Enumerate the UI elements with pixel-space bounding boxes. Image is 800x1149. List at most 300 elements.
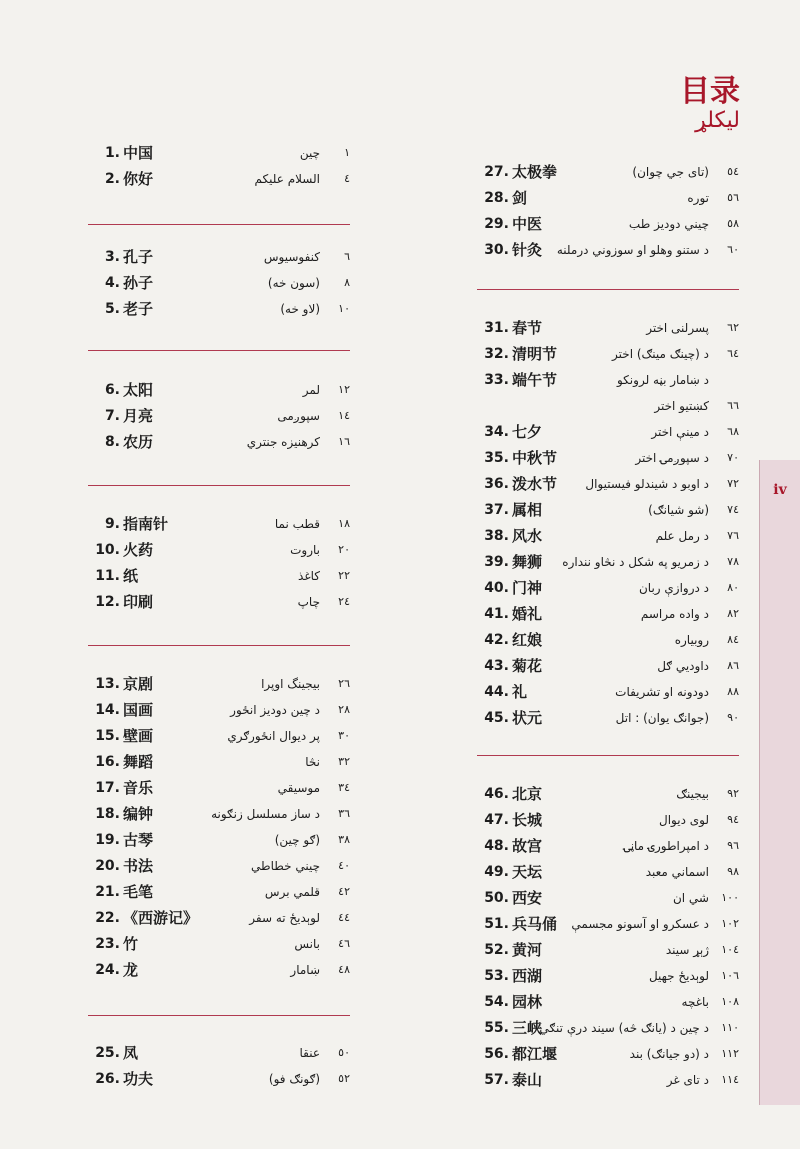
toc-entry[interactable] (88, 563, 350, 589)
entry-title-pashto: توره (687, 191, 709, 205)
entry-title-chinese: 京剧 (123, 675, 154, 693)
entry-title-chinese: 竹 (123, 935, 139, 953)
entry-page-number: ٩٦ (727, 839, 739, 852)
entry-title-chinese: 孔子 (123, 248, 154, 266)
entry-number: 44. (484, 684, 509, 700)
entry-title-pashto: د (چینګ مینګ) اختر (612, 347, 709, 361)
entry-title-pashto: د واده مراسم (640, 607, 709, 621)
toc-entry[interactable] (477, 679, 739, 705)
entry-title-chinese: 故宫 (512, 837, 543, 855)
entry-title-chinese: 《西游记》 (123, 909, 199, 927)
entry-number: 1. (104, 145, 120, 161)
entry-title-pashto: د ښامار بڼه لرونکو (616, 373, 709, 387)
toc-entry[interactable] (88, 957, 350, 983)
entry-title-pashto: (ګونګ فو) (268, 1072, 320, 1086)
toc-entry[interactable] (477, 419, 739, 445)
toc-entry[interactable] (477, 807, 739, 833)
entry-number: 9. (104, 516, 120, 532)
toc-entry[interactable] (477, 885, 739, 911)
entry-page-number: ٩٨ (727, 865, 739, 878)
entry-title-chinese: 中国 (123, 144, 154, 162)
entry-page-number: ٢٨ (338, 703, 350, 716)
entry-title-pashto: د (دو جیانګ) بند (629, 1047, 709, 1061)
entry-title-chinese: 针灸 (512, 241, 543, 259)
entry-title-chinese: 月亮 (123, 407, 154, 425)
entry-title-chinese: 古琴 (123, 831, 154, 849)
toc-section (477, 159, 739, 263)
toc-section (477, 781, 739, 1093)
toc-entry[interactable] (88, 403, 350, 429)
entry-page-number: ١٨ (338, 517, 350, 530)
section-divider (477, 289, 739, 290)
entry-number: 52. (484, 942, 509, 958)
entry-page-number: ٨٠ (727, 581, 739, 594)
entry-title-pashto: ژېړ سیند (665, 943, 709, 957)
entry-title-chinese: 兵马俑 (512, 915, 558, 933)
toc-entry[interactable] (477, 159, 739, 185)
entry-title-pashto: کښتیو اختر (654, 399, 709, 413)
toc-entry[interactable] (477, 315, 739, 341)
entry-page-number: ١٠٦ (721, 969, 739, 982)
toc-entry[interactable] (88, 723, 350, 749)
entry-title-chinese: 太阳 (123, 381, 154, 399)
toc-entry[interactable] (477, 237, 739, 263)
entry-title-chinese: 婚礼 (512, 605, 543, 623)
entry-page-number: ١٠٠ (721, 891, 739, 904)
toc-section (88, 1040, 350, 1092)
entry-title-chinese: 国画 (123, 701, 154, 719)
entry-title-pashto: (جوانګ یوان) : اتل (615, 711, 709, 725)
entry-page-number: ٤٠ (338, 859, 350, 872)
entry-page-number: ٨ (344, 276, 350, 289)
entry-title-chinese: 七夕 (512, 423, 543, 441)
entry-number: 30. (484, 242, 509, 258)
entry-title-chinese: 红娘 (512, 631, 543, 649)
entry-page-number: ٣٤ (338, 781, 350, 794)
entry-number: 33. (484, 372, 509, 388)
entry-number: 29. (484, 216, 509, 232)
toc-title-pashto: لیکلړ (695, 108, 740, 133)
entry-number: 4. (104, 275, 120, 291)
entry-number: 23. (95, 936, 120, 952)
toc-title-chinese: 目录 (680, 74, 740, 109)
toc-entry[interactable] (88, 244, 350, 270)
toc-entry[interactable] (88, 377, 350, 403)
entry-number: 38. (484, 528, 509, 544)
entry-page-number: ٦٨ (727, 425, 739, 438)
entry-page-number: ٦ (344, 250, 350, 263)
entry-number: 49. (484, 864, 509, 880)
toc-entry[interactable] (88, 879, 350, 905)
entry-number: 20. (95, 858, 120, 874)
entry-title-pashto: باروت (290, 543, 320, 557)
entry-number: 54. (484, 994, 509, 1010)
entry-title-pashto: باغچه (681, 995, 709, 1009)
toc-entry[interactable] (477, 627, 739, 653)
entry-number: 18. (95, 806, 120, 822)
entry-page-number: ١٠ (338, 302, 350, 315)
entry-page-number: ١٠٤ (721, 943, 739, 956)
entry-page-number: ٤٢ (338, 885, 350, 898)
entry-page-number: ٤٨ (338, 963, 350, 976)
entry-title-pashto: چیني خطاطي (251, 859, 320, 873)
entry-number: 40. (484, 580, 509, 596)
toc-entry[interactable] (477, 1015, 739, 1041)
entry-page-number: ١٤ (338, 409, 350, 422)
toc-entry[interactable] (88, 775, 350, 801)
toc-entry[interactable] (88, 140, 350, 166)
entry-title-pashto: پسرلنی اختر (646, 321, 709, 335)
toc-entry[interactable] (88, 697, 350, 723)
toc-entry[interactable] (88, 671, 350, 697)
entry-title-pashto: د مینې اختر (651, 425, 709, 439)
entry-title-pashto: د دروازې ربان (638, 581, 709, 595)
entry-number: 3. (104, 249, 120, 265)
entry-title-chinese: 三峡 (512, 1019, 543, 1037)
entry-page-number: ٥٨ (727, 217, 739, 230)
entry-number: 27. (484, 164, 509, 180)
entry-title-chinese: 凤 (123, 1044, 139, 1062)
entry-page-number: ٥٠ (338, 1046, 350, 1059)
entry-title-chinese: 风水 (512, 527, 543, 545)
entry-number: 42. (484, 632, 509, 648)
toc-entry[interactable] (477, 989, 739, 1015)
toc-entry[interactable] (88, 827, 350, 853)
toc-entry[interactable] (477, 653, 739, 679)
toc-entry[interactable] (88, 537, 350, 563)
entry-number: 19. (95, 832, 120, 848)
entry-number: 6. (104, 382, 120, 398)
entry-number: 8. (104, 434, 120, 450)
toc-entry[interactable] (477, 859, 739, 885)
entry-title-chinese: 书法 (123, 857, 154, 875)
entry-number: 13. (95, 676, 120, 692)
entry-page-number: ٧٠ (727, 451, 739, 464)
toc-entry[interactable] (88, 166, 350, 192)
entry-page-number: ١١٢ (721, 1047, 739, 1060)
entry-title-chinese: 中秋节 (512, 449, 558, 467)
entry-number: 24. (95, 962, 120, 978)
entry-title-chinese: 毛笔 (123, 883, 154, 901)
entry-number: 41. (484, 606, 509, 622)
entry-title-pashto: لمر (302, 383, 320, 397)
entry-number: 28. (484, 190, 509, 206)
entry-page-number: ٦٤ (727, 347, 739, 360)
entry-title-pashto: لوېديځ جهیل (648, 969, 709, 983)
entry-number: 21. (95, 884, 120, 900)
entry-number: 56. (484, 1046, 509, 1062)
toc-entry[interactable] (88, 749, 350, 775)
entry-number: 57. (484, 1072, 509, 1088)
entry-title-chinese: 中医 (512, 215, 543, 233)
toc-entry[interactable] (88, 511, 350, 537)
toc-section (88, 511, 350, 615)
entry-number: 5. (104, 301, 120, 317)
toc-section (88, 377, 350, 455)
entry-page-number: ٣٦ (338, 807, 350, 820)
entry-title-pashto: لوېديځ ته سفر (249, 911, 320, 925)
toc-entry[interactable] (477, 549, 739, 575)
entry-page-number: ٢٢ (338, 569, 350, 582)
entry-page-number: ٨٤ (727, 633, 739, 646)
entry-title-chinese: 孙子 (123, 274, 154, 292)
entry-title-chinese: 舞狮 (512, 553, 543, 571)
entry-page-number: ٤ (344, 172, 350, 185)
entry-title-chinese: 龙 (123, 961, 139, 979)
entry-title-chinese: 农历 (123, 433, 154, 451)
page-number-tab (759, 460, 800, 1105)
toc-entry[interactable] (477, 911, 739, 937)
toc-entry[interactable] (88, 853, 350, 879)
entry-page-number: ١١٤ (721, 1073, 739, 1086)
entry-title-chinese: 西湖 (512, 967, 543, 985)
entry-title-chinese: 黄河 (512, 941, 543, 959)
entry-title-pashto: بیجینگ اوپرا (261, 677, 320, 691)
entry-title-chinese: 园林 (512, 993, 543, 1011)
entry-number: 47. (484, 812, 509, 828)
entry-title-pashto: داوديي ګل (657, 659, 709, 673)
toc-entry[interactable] (477, 445, 739, 471)
entry-title-pashto: شي ان (672, 891, 709, 905)
entry-title-chinese: 剑 (512, 189, 528, 207)
entry-title-chinese: 状元 (512, 709, 543, 727)
entry-title-chinese: 音乐 (123, 779, 154, 797)
entry-number: 32. (484, 346, 509, 362)
entry-number: 2. (104, 171, 120, 187)
entry-title-chinese: 你好 (123, 170, 154, 188)
entry-page-number: ٦٠ (727, 243, 739, 256)
toc-entry[interactable] (477, 937, 739, 963)
entry-number: 39. (484, 554, 509, 570)
section-divider (88, 224, 350, 225)
entry-title-pashto: اسماني معبد (645, 865, 709, 879)
entry-number: 17. (95, 780, 120, 796)
entry-title-pashto: السلام عليكم (254, 172, 320, 186)
entry-title-chinese: 泼水节 (512, 475, 558, 493)
entry-number: 34. (484, 424, 509, 440)
entry-title-pashto: چیني دودیز طب (628, 217, 709, 231)
entry-page-number: ١١٠ (721, 1021, 739, 1034)
entry-title-pashto: دودونه او تشریفات (615, 685, 709, 699)
entry-number: 45. (484, 710, 509, 726)
toc-entry[interactable] (88, 1040, 350, 1066)
entry-number: 15. (95, 728, 120, 744)
entry-page-number: ٩٢ (727, 787, 739, 800)
toc-entry[interactable] (477, 1041, 739, 1067)
entry-page-number: ١٢ (338, 383, 350, 396)
entry-number: 26. (95, 1071, 120, 1087)
entry-page-number: ١٠٢ (721, 917, 739, 930)
entry-title-pashto: (ګو چین) (274, 833, 320, 847)
entry-page-number: ٩٠ (727, 711, 739, 724)
entry-title-pashto: (شو شیانګ) (648, 503, 709, 517)
toc-entry[interactable] (477, 781, 739, 807)
toc-entry[interactable] (477, 393, 739, 419)
toc-entry[interactable] (88, 589, 350, 615)
entry-page-number: ٧٨ (727, 555, 739, 568)
entry-page-number: ٥٢ (338, 1072, 350, 1085)
entry-page-number: ٣٨ (338, 833, 350, 846)
section-divider (477, 755, 739, 756)
entry-title-chinese: 印刷 (123, 593, 154, 611)
toc-entry[interactable] (477, 963, 739, 989)
entry-page-number: ١ (344, 146, 350, 159)
toc-entry[interactable] (88, 429, 350, 455)
entry-title-chinese: 清明节 (512, 345, 558, 363)
entry-title-pashto: د چین دودیز انځور (230, 703, 320, 717)
entry-title-pashto: بیجینګ (676, 787, 709, 801)
entry-title-chinese: 纸 (123, 567, 139, 585)
entry-title-pashto: قلمي برس (264, 885, 320, 899)
entry-number: 12. (95, 594, 120, 610)
entry-number: 55. (484, 1020, 509, 1036)
toc-entry[interactable] (88, 1066, 350, 1092)
toc-entry[interactable] (477, 497, 739, 523)
entry-title-pashto: د ستنو وهلو او سوزوني درملنه (556, 243, 709, 257)
entry-page-number: ٧٢ (727, 477, 739, 490)
entry-title-pashto: د ساز مسلسل زنګونه (211, 807, 320, 821)
entry-page-number: ٣٠ (338, 729, 350, 742)
entry-number: 48. (484, 838, 509, 854)
toc-entry[interactable] (477, 575, 739, 601)
entry-title-pashto: ښامار (290, 963, 320, 977)
entry-number: 53. (484, 968, 509, 984)
entry-title-pashto: کنفوسیوس (263, 250, 320, 264)
entry-title-pashto: د زمریو په شکل د نڅاو ننداره (562, 555, 709, 569)
entry-title-pashto: کاغذ (298, 569, 320, 583)
toc-entry[interactable] (477, 1067, 739, 1093)
toc-entry[interactable] (88, 905, 350, 931)
entry-title-chinese: 西安 (512, 889, 543, 907)
toc-section (88, 244, 350, 322)
entry-number: 31. (484, 320, 509, 336)
entry-title-pashto: پر دیوال انځورګري (227, 729, 320, 743)
entry-title-chinese: 属相 (512, 501, 543, 519)
entry-title-chinese: 北京 (512, 785, 543, 803)
toc-entry[interactable] (477, 705, 739, 731)
toc-entry[interactable] (88, 801, 350, 827)
section-divider (88, 645, 350, 646)
entry-number: 14. (95, 702, 120, 718)
entry-page-number: ٢٤ (338, 595, 350, 608)
entry-title-chinese: 舞蹈 (123, 753, 154, 771)
entry-page-number: ٢٦ (338, 677, 350, 690)
toc-entry[interactable] (88, 270, 350, 296)
entry-page-number: ٩٤ (727, 813, 739, 826)
entry-page-number: ٤٤ (338, 911, 350, 924)
toc-section (88, 671, 350, 983)
entry-title-chinese: 指南针 (123, 515, 169, 533)
entry-title-chinese: 功夫 (123, 1070, 154, 1088)
entry-title-pashto: قطب نما (274, 517, 320, 531)
entry-number: 35. (484, 450, 509, 466)
entry-title-pashto: د تای غر (666, 1073, 709, 1087)
entry-page-number: ٧٦ (727, 529, 739, 542)
entry-title-chinese: 壁画 (123, 727, 154, 745)
page-number-label: iv (773, 482, 787, 498)
toc-entry[interactable] (477, 523, 739, 549)
entry-page-number: ٨٨ (727, 685, 739, 698)
entry-title-pashto: کرهنیزه جنتري (246, 435, 320, 449)
entry-page-number: ٤٦ (338, 937, 350, 950)
entry-page-number: ١٦ (338, 435, 350, 448)
entry-title-pashto: د عسکرو او آسونو مجسمې (571, 917, 709, 931)
entry-title-pashto: روبیاره (674, 633, 709, 647)
entry-title-pashto: د رمل علم (655, 529, 709, 543)
entry-title-chinese: 天坛 (512, 863, 543, 881)
entry-page-number: ٢٠ (338, 543, 350, 556)
entry-page-number: ٦٢ (727, 321, 739, 334)
section-divider (88, 1015, 350, 1016)
entry-title-pashto: د امپراطورۍ ماڼۍ (623, 839, 709, 853)
toc-entry[interactable] (88, 931, 350, 957)
entry-number: 7. (104, 408, 120, 424)
entry-number: 46. (484, 786, 509, 802)
entry-page-number: ٦٦ (727, 399, 739, 412)
entry-number: 25. (95, 1045, 120, 1061)
toc-section (477, 315, 739, 731)
entry-number: 50. (484, 890, 509, 906)
entry-title-chinese: 老子 (123, 300, 154, 318)
entry-title-pashto: لوی دیوال (659, 813, 709, 827)
entry-number: 11. (95, 568, 120, 584)
entry-title-pashto: نڅا (305, 755, 320, 769)
entry-title-chinese: 泰山 (512, 1071, 543, 1089)
toc-entry[interactable] (477, 601, 739, 627)
entry-number: 43. (484, 658, 509, 674)
entry-title-chinese: 菊花 (512, 657, 543, 675)
toc-entry[interactable] (477, 367, 739, 393)
entry-title-chinese: 太极拳 (512, 163, 558, 181)
entry-title-pashto: موسیقي (277, 781, 320, 795)
entry-title-pashto: د اوبو د شیندلو فیستیوال (585, 477, 709, 491)
toc-entry[interactable] (477, 341, 739, 367)
toc-entry[interactable] (477, 833, 739, 859)
entry-number: 22. (95, 910, 120, 926)
toc-section (88, 140, 350, 192)
entry-number: 36. (484, 476, 509, 492)
entry-title-pashto: (سون خه) (267, 276, 320, 290)
entry-title-chinese: 礼 (512, 683, 528, 701)
entry-title-chinese: 长城 (512, 811, 543, 829)
entry-title-pashto: د سپوږمۍ اختر (635, 451, 709, 465)
entry-page-number: ٨٦ (727, 659, 739, 672)
toc-entry[interactable] (477, 471, 739, 497)
toc-entry[interactable] (88, 296, 350, 322)
entry-title-chinese: 都江堰 (512, 1045, 558, 1063)
entry-title-pashto: عنقا (299, 1046, 320, 1060)
entry-title-pashto: (لاو خه) (280, 302, 320, 316)
entry-title-chinese: 春节 (512, 319, 543, 337)
entry-number: 10. (95, 542, 120, 558)
entry-title-pashto: چين (299, 146, 320, 160)
entry-title-pashto: سپوږمی (277, 409, 320, 423)
entry-number: 16. (95, 754, 120, 770)
section-divider (88, 350, 350, 351)
toc-entry[interactable] (477, 211, 739, 237)
entry-title-pashto: (تای جي چوان) (632, 165, 709, 179)
entry-title-chinese: 端午节 (512, 371, 558, 389)
entry-page-number: ٣٢ (338, 755, 350, 768)
entry-number: 37. (484, 502, 509, 518)
entry-number: 51. (484, 916, 509, 932)
entry-title-chinese: 火药 (123, 541, 154, 559)
toc-entry[interactable] (477, 185, 739, 211)
section-divider (88, 485, 350, 486)
entry-page-number: ١٠٨ (721, 995, 739, 1008)
entry-page-number: ٨٢ (727, 607, 739, 620)
entry-title-pashto: بانس (294, 937, 320, 951)
